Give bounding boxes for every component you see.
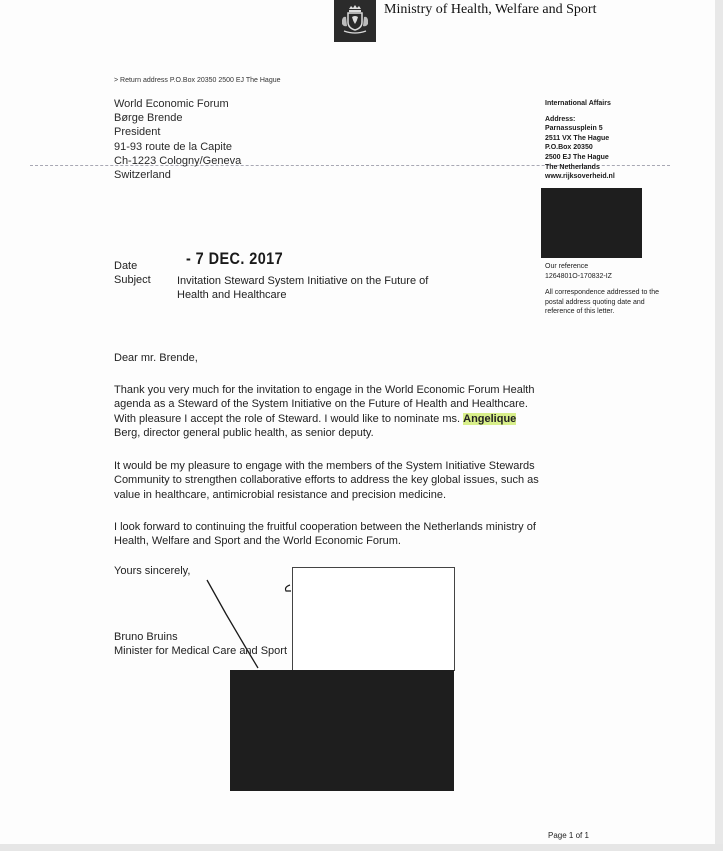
- highlighted-name: Angelique: [463, 412, 517, 425]
- date-label: Date: [114, 260, 138, 272]
- sender-website: www.rijksoverheid.nl: [545, 173, 615, 181]
- sender-address-line: 2500 EJ The Hague: [545, 153, 609, 161]
- reference-number: 1264801O-170832-IZ: [545, 272, 612, 280]
- recipient-line: President: [114, 126, 161, 139]
- sender-address-line: P.O.Box 20350: [545, 144, 593, 152]
- recipient-line: Switzerland: [114, 169, 171, 182]
- date-stamp: - 7 DEC. 2017: [186, 249, 284, 268]
- paragraph-1-text: Thank you very much for the invitation to engage in the World Economic Forum Health agenda as a Steward of the System Initiative on the Future of Health and Healthcare. With pleasure I accept the role of Steward. I would like to nominate ms.: [114, 384, 535, 425]
- sender-address-line: 2511 VX The Hague: [545, 134, 610, 142]
- address-label: Address:: [545, 115, 576, 123]
- signer-title: Minister for Medical Care and Sport: [114, 645, 288, 657]
- recipient-line: Ch-1223 Cologny/Geneva: [114, 154, 242, 167]
- subject-line: Invitation Steward System Initiative on the Future of: [177, 275, 429, 287]
- page-number: Page 1 of 1: [548, 831, 589, 840]
- correspondence-note: All correspondence addressed to the postal address quoting date and reference of this letter.: [545, 289, 660, 316]
- paragraph-1-text-end: Berg, director general public health, as senior deputy.: [114, 426, 374, 439]
- sender-address-line: The Netherlands: [545, 163, 600, 171]
- closing: Yours sincerely,: [114, 565, 191, 577]
- paragraph-3-text: I look forward to continuing the fruitful cooperation between the Netherlands ministry of Health, Welfare and Sport and the World Economic Forum.: [114, 521, 536, 548]
- return-address: > Return address P.O.Box 20350 2500 EJ The Hague: [114, 77, 281, 84]
- recipient-line: World Economic Forum: [114, 98, 229, 110]
- signer-name: Bruno Bruins: [114, 631, 178, 643]
- subject-label: Subject: [114, 274, 151, 286]
- department-name: International Affairs: [545, 100, 611, 107]
- recipient-line: Børge Brende: [114, 112, 183, 125]
- sender-address-line: Parnassusplein 5: [545, 125, 603, 133]
- salutation: Dear mr. Brende,: [114, 352, 198, 364]
- recipient-line: 91-93 route de la Capite: [114, 140, 233, 153]
- subject-line: Health and Healthcare: [177, 289, 287, 301]
- reference-label: Our reference: [545, 263, 589, 270]
- paragraph-2-text: It would be my pleasure to engage with the members of the System Initiative Stewards Community to strengthen collaborative efforts to address the key global issues, such as value in healthcare, antimicrobial resistance and precision medicine.: [114, 460, 539, 501]
- ministry-name: Ministry of Health, Welfare and Sport: [384, 2, 597, 17]
